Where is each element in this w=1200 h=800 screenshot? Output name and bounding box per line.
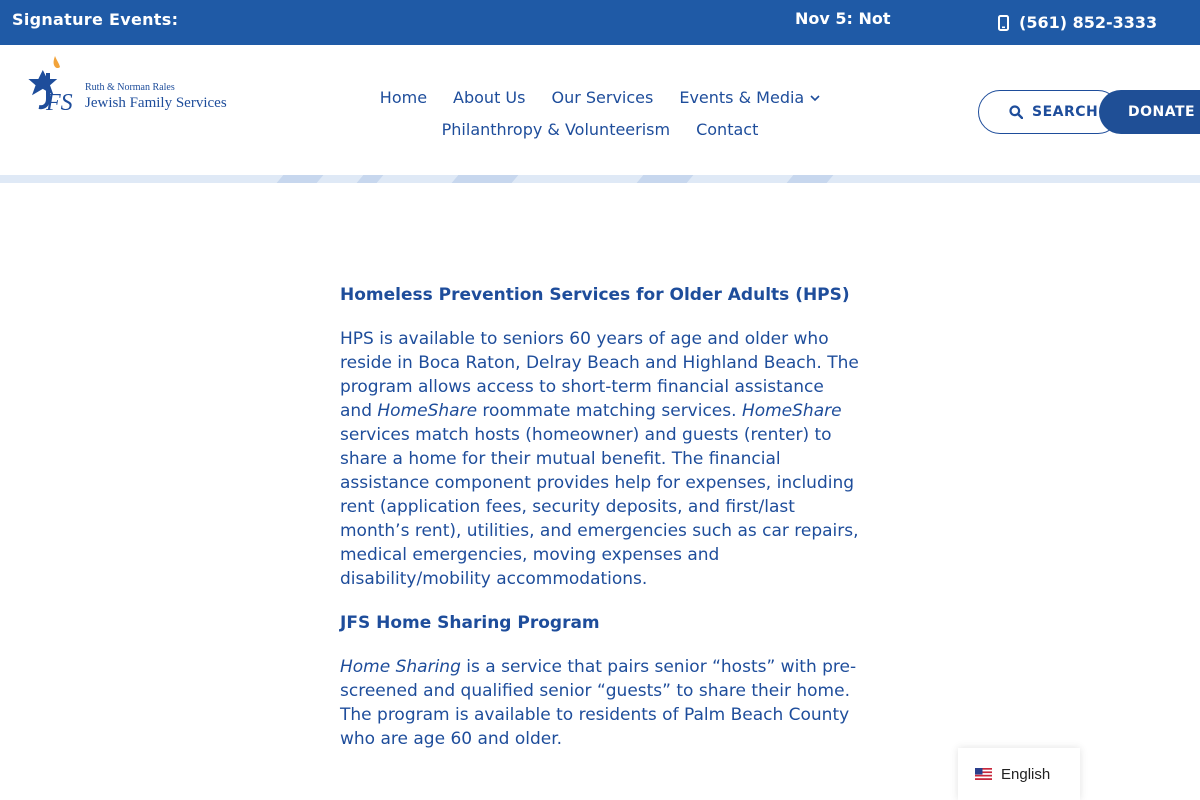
phone-link[interactable] xyxy=(998,13,1157,32)
mobile-phone-icon xyxy=(998,15,1009,31)
hps-text-c: services match hosts (homeowner) and guests (renter) to share a home for their mutual benefit. The financial assistance component provides help for expenses, including rent (application fees, security deposits, and first/last month’s rent), utilities, and emergencies such as car repairs, medical emergencies, moving expenses and disability/mobility accommodations. xyxy=(340,425,859,589)
nav-events-media[interactable] xyxy=(679,88,820,107)
signature-events-label: Signature Events: xyxy=(12,10,179,29)
language-switcher[interactable] xyxy=(958,748,1080,800)
homeshare-term: HomeShare xyxy=(741,401,842,421)
donate-button-label: DONATE xyxy=(1128,104,1196,120)
chevron-down-icon xyxy=(810,95,820,102)
jfs-logo[interactable] xyxy=(28,55,228,115)
hps-text-a: HPS is available to seniors 60 years of age and older who reside in Boca Raton, Delray Beach and Highland Beach. The program allows access to short-term financial assistance and xyxy=(340,329,859,421)
nav-philanthropy-volunteerism[interactable]: Philanthropy & Volunteerism xyxy=(441,119,671,139)
nav-about-us[interactable]: About Us xyxy=(453,87,526,107)
search-icon xyxy=(1009,105,1023,119)
site-header xyxy=(0,45,1200,175)
section-heading-hps: Homeless Prevention Services for Older Adults (HPS) xyxy=(340,285,850,305)
home-sharing-paragraph xyxy=(340,655,860,751)
logo-subtitle: Ruth & Norman Rales xyxy=(85,82,175,93)
hps-text-b: roommate matching services. xyxy=(477,401,742,421)
homeshare-term: HomeShare xyxy=(377,401,478,421)
main-content xyxy=(340,283,860,771)
hps-paragraph xyxy=(340,327,860,591)
nav-contact[interactable]: Contact xyxy=(696,119,759,139)
nav-events-media-label: Events & Media xyxy=(679,87,805,107)
search-button-label: SEARCH xyxy=(1032,104,1099,120)
top-bar xyxy=(0,0,1200,45)
donate-button[interactable] xyxy=(1099,90,1200,134)
events-ticker[interactable]: Nov 5: Not xyxy=(795,9,891,28)
main-navigation xyxy=(340,81,860,145)
home-sharing-text: is a service that pairs senior “hosts” with pre-screened and qualified senior “guests” to share their home. The program is available to residents of Palm Beach County who are age 60 and older. xyxy=(340,657,857,749)
section-heading-home-sharing: JFS Home Sharing Program xyxy=(340,613,600,633)
hero-banner-strip xyxy=(0,175,1200,183)
home-sharing-term: Home Sharing xyxy=(340,657,461,677)
us-flag-icon xyxy=(975,768,992,780)
logo-title: Jewish Family Services xyxy=(85,95,227,111)
nav-home[interactable]: Home xyxy=(379,87,428,107)
language-label: English xyxy=(1001,765,1051,783)
phone-number: (561) 852-3333 xyxy=(1019,13,1158,32)
jfs-star-logo-icon xyxy=(28,55,84,113)
svg-text:FS: FS xyxy=(46,90,73,113)
nav-our-services[interactable]: Our Services xyxy=(551,87,654,107)
